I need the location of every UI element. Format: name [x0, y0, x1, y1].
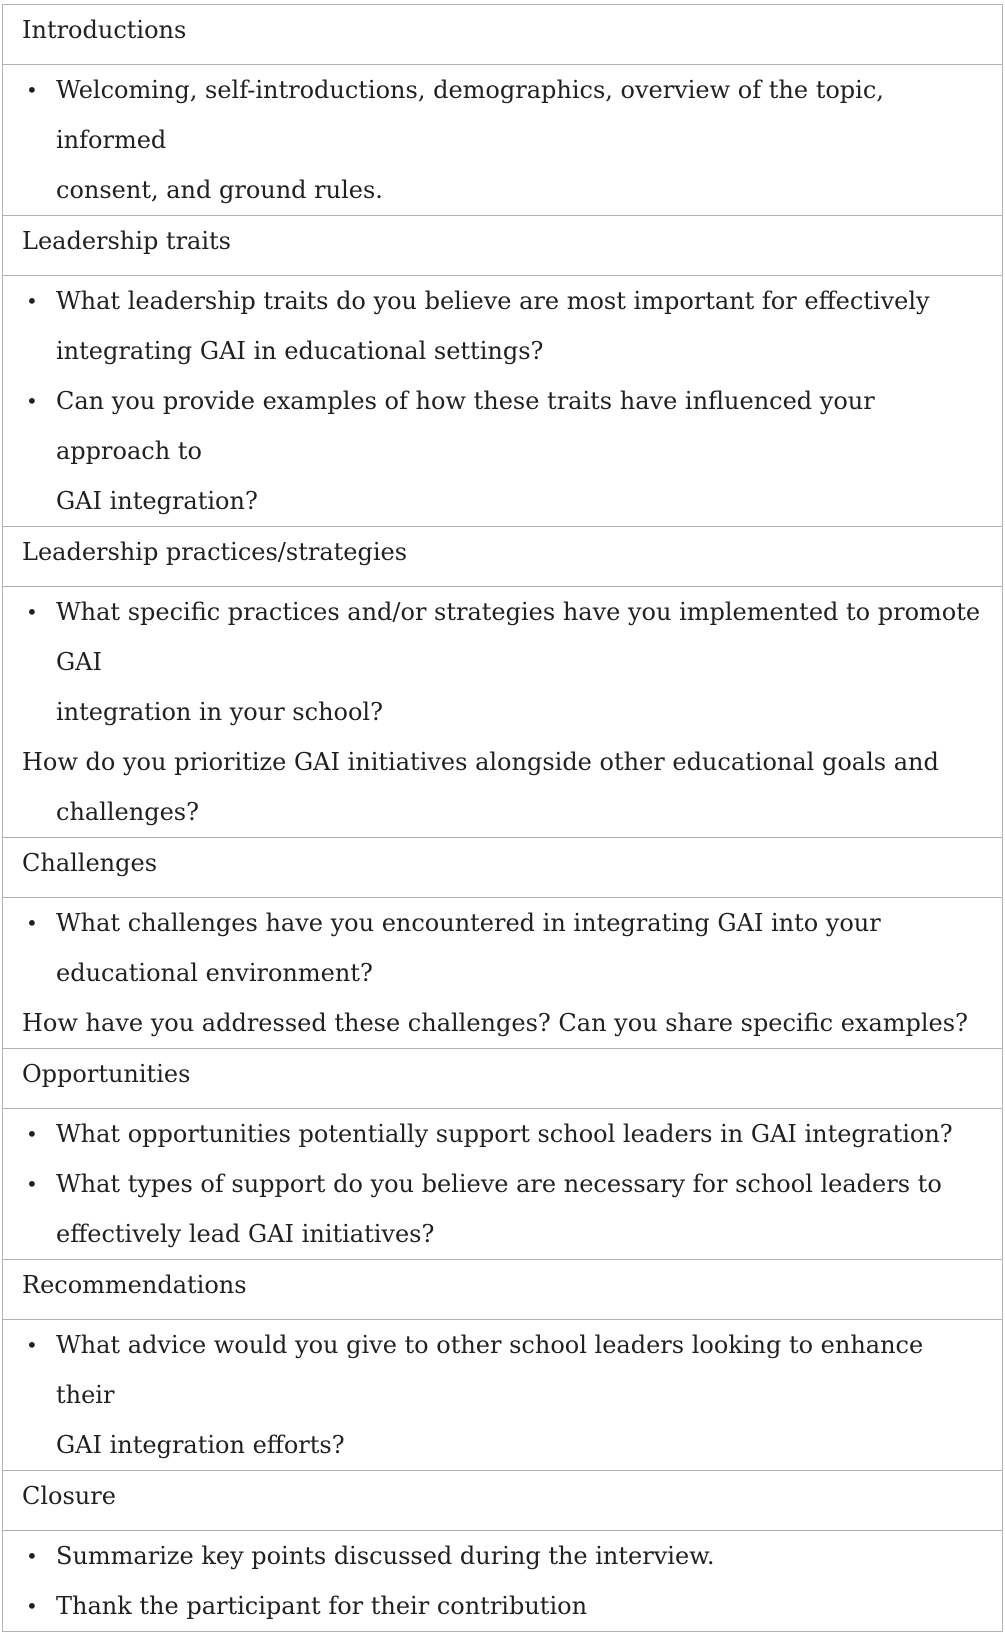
item-line: Welcoming, self-introductions, demographics, overview of the topic, informed [56, 76, 884, 154]
section-heading: Introductions [3, 5, 1003, 65]
section-items-row [3, 276, 1003, 527]
item-line-continued: GAI integration efforts? [56, 1431, 345, 1459]
question-item [22, 998, 981, 1048]
section-items-row [3, 1109, 1003, 1260]
section-heading-row [3, 838, 1003, 898]
item-line: Thank the participant for their contribution [56, 1592, 588, 1620]
bullet-item [22, 1109, 981, 1159]
section-heading: Challenges [3, 838, 1003, 898]
item-line-continued: integration in your school? [56, 698, 383, 726]
bullet-icon: • [26, 911, 38, 935]
item-line-continued: GAI integration? [56, 487, 258, 515]
section-items-cell [3, 898, 1003, 1049]
item-line: How have you addressed these challenges? Can you share specific examples? [22, 1009, 968, 1037]
bullet-item [22, 65, 981, 215]
interview-guide-body [3, 5, 1003, 1632]
section-heading-row [3, 216, 1003, 276]
bullet-item [22, 1159, 981, 1259]
section-items-row [3, 65, 1003, 216]
item-line-continued: challenges? [56, 798, 199, 826]
section-items-row [3, 898, 1003, 1049]
section-items-row [3, 587, 1003, 838]
bullet-icon: • [26, 1594, 38, 1618]
bullet-item [22, 1581, 981, 1631]
item-line: Summarize key points discussed during the interview. [56, 1542, 715, 1570]
section-heading-row [3, 5, 1003, 65]
bullet-icon: • [26, 389, 38, 413]
section-heading-row [3, 1049, 1003, 1109]
bullet-icon: • [26, 78, 38, 102]
item-line: What advice would you give to other school leaders looking to enhance their [56, 1331, 924, 1409]
item-line: What challenges have you encountered in integrating GAI into your [56, 909, 881, 937]
section-heading: Opportunities [3, 1049, 1003, 1109]
item-line-continued: effectively lead GAI initiatives? [56, 1220, 435, 1248]
item-line: What opportunities potentially support school leaders in GAI integration? [56, 1120, 953, 1148]
interview-guide-table [2, 4, 1003, 1632]
section-items-row [3, 1531, 1003, 1632]
section-heading: Leadership practices/strategies [3, 527, 1003, 587]
section-heading: Recommendations [3, 1260, 1003, 1320]
bullet-item [22, 1320, 981, 1470]
section-items-cell [3, 1109, 1003, 1260]
item-line-continued: integrating GAI in educational settings? [56, 337, 544, 365]
bullet-icon: • [26, 1122, 38, 1146]
item-line-continued: educational environment? [56, 959, 373, 987]
bullet-icon: • [26, 600, 38, 624]
section-items-cell [3, 1531, 1003, 1632]
item-line: What types of support do you believe are necessary for school leaders to [56, 1170, 942, 1198]
item-line: How do you prioritize GAI initiatives alongside other educational goals and [22, 748, 939, 776]
bullet-item [22, 276, 981, 376]
section-heading: Closure [3, 1471, 1003, 1531]
section-heading-row [3, 527, 1003, 587]
bullet-icon: • [26, 1544, 38, 1568]
bullet-item [22, 898, 981, 998]
item-line-continued: consent, and ground rules. [56, 176, 383, 204]
bullet-icon: • [26, 1172, 38, 1196]
section-items-row [3, 1320, 1003, 1471]
section-heading-row [3, 1471, 1003, 1531]
item-line: Can you provide examples of how these traits have influenced your approach to [56, 387, 875, 465]
bullet-icon: • [26, 289, 38, 313]
section-heading-row [3, 1260, 1003, 1320]
section-heading: Leadership traits [3, 216, 1003, 276]
section-items-cell [3, 587, 1003, 838]
bullet-item [22, 587, 981, 737]
section-items-cell [3, 65, 1003, 216]
item-line: What specific practices and/or strategies have you implemented to promote GAI [56, 598, 981, 676]
question-item [22, 737, 981, 837]
bullet-item [22, 1531, 981, 1581]
section-items-cell [3, 1320, 1003, 1471]
section-items-cell [3, 276, 1003, 527]
item-line: What leadership traits do you believe are most important for effectively [56, 287, 930, 315]
bullet-item [22, 376, 981, 526]
bullet-icon: • [26, 1333, 38, 1357]
